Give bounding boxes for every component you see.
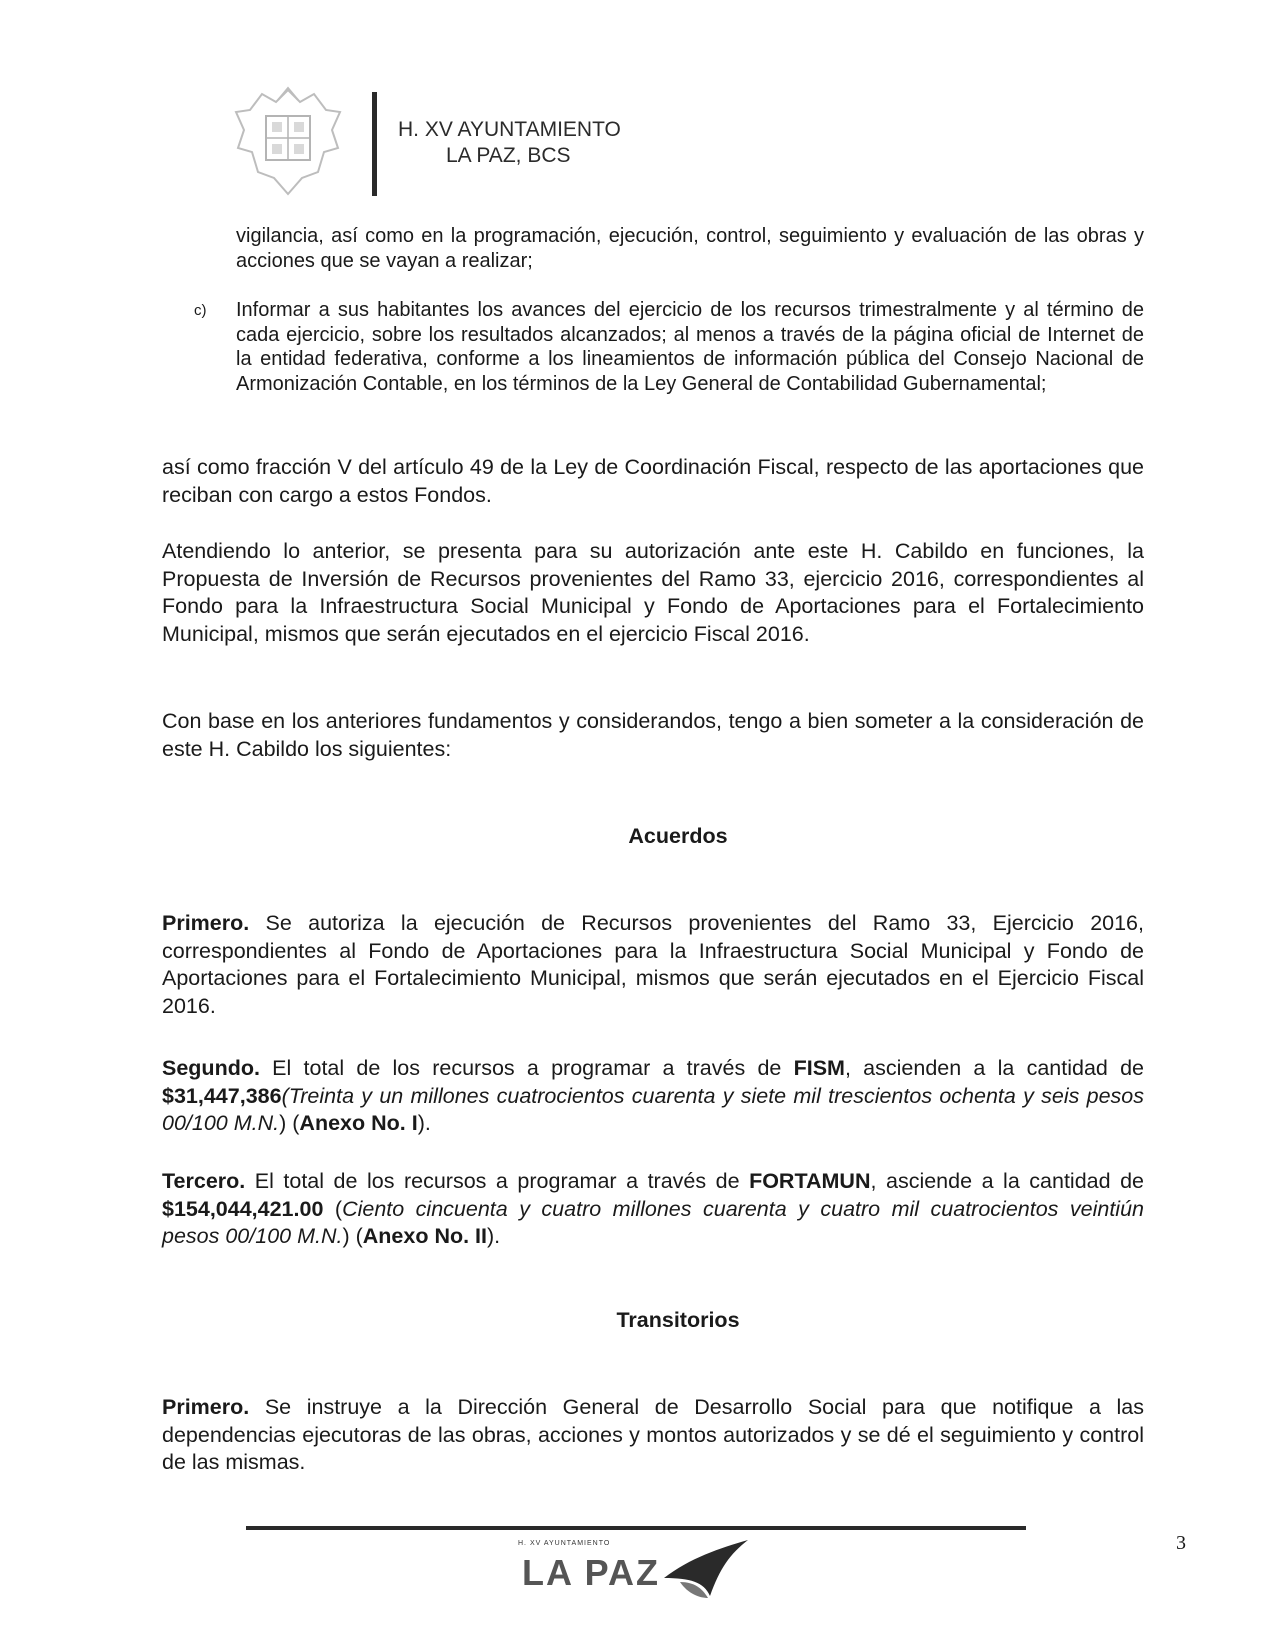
acuerdo-primero [162,910,1144,1020]
transitorios-heading: Transitorios [616,1308,740,1332]
fund-fortamun: FORTAMUN [749,1169,871,1193]
org-name: H. XV AYUNTAMIENTO [398,118,621,141]
org-city: LA PAZ, BCS [446,144,571,167]
acuerdo-segundo-text-4: ). [417,1111,431,1135]
acuerdo-segundo-text-2: , ascienden a la cantidad de [844,1056,1144,1080]
annex-ii: Anexo No. II [362,1224,487,1248]
footer-logo-text: LA PAZ [522,1552,660,1593]
transitorio-primero-text: Se instruye a la Dirección General de Desarrollo Social para que notifique a las dependencias ejecutoras de las obras, acciones y montos autorizados y se dé el seguimiento y control de las mismas. [162,1395,1144,1474]
acuerdo-tercero-text: El total de los recursos a programar a través de [245,1169,750,1193]
coat-of-arms-icon [228,82,348,200]
fund-fism: FISM [793,1056,845,1080]
acuerdo-tercero-text-3: ( [323,1196,343,1221]
acuerdo-tercero-text-2: , asciende a la cantidad de [870,1169,1145,1193]
list-item-c: Informar a sus habitantes los avances del ejercicio de los recursos trimestralmente y al término de cada ejercicio, sobre los resultados alcanzados; al menos a través de la página oficial de Internet de la entidad federativa, conforme a los lineamientos de información pública del Consejo Nacional de Armonización Contable, en los términos de la Ley General de Contabilidad Gubernamental; [236,299,1144,395]
amount-fism: $31,447,386 [162,1083,282,1108]
acuerdos-heading: Acuerdos [628,824,728,848]
acuerdo-tercero-text-4: ) ( [342,1224,363,1248]
list-marker-c: c) [194,302,207,319]
acuerdo-segundo [162,1055,1144,1138]
acuerdo-tercero-label: Tercero. [162,1169,246,1193]
paragraph-atendiendo: Atendiendo lo anterior, se presenta para su autorización ante este H. Cabildo en funciones, la Propuesta de Inversión de Recursos provenientes del Ramo 33, ejercicio 2016, correspondientes al Fondo para la Infraestructura Social Municipal y Fondo de Aportaciones para el Fortalecimiento Municipal, mismos que serán ejecutados en el ejercicio Fiscal 2016. [162,539,1144,646]
amount-fortamun: $154,044,421.00 [162,1196,324,1221]
acuerdo-segundo-text: El total de los recursos a programar a través de [259,1056,794,1080]
acuerdo-primero-label: Primero. [162,911,250,935]
amount-fortamun-words: Ciento cincuenta y cuatro millones cuarenta y cuatro mil cuatrocientos veintiún pesos 00/100 M.N. [162,1196,1144,1248]
transitorio-primero-label: Primero. [162,1395,250,1419]
header-divider [372,92,377,196]
transitorio-primero [162,1394,1144,1477]
amount-fism-words: (Treinta y un millones cuatrocientos cuarenta y siete mil trescientos ochenta y seis pesos 00/100 M.N. [162,1083,1144,1135]
paragraph-con-base: Con base en los anteriores fundamentos y considerandos, tengo a bien someter a la consideración de este H. Cabildo los siguientes: [162,709,1144,761]
page-number: 3 [1176,1532,1186,1554]
acuerdo-tercero [162,1168,1144,1251]
acuerdo-segundo-label: Segundo. [162,1056,260,1080]
swoosh-logo-icon [660,1538,750,1602]
paragraph-continuation: vigilancia, así como en la programación, ejecución, control, seguimiento y evaluación de las obras y acciones que se vayan a realizar; [236,225,1144,272]
acuerdo-primero-text: Se autoriza la ejecución de Recursos provenientes del Ramo 33, Ejercicio 2016, correspondientes al Fondo de Aportaciones para la Infraestructura Social Municipal y Fondo de Aportaciones para el Fortalecimiento Municipal, mismos que serán ejecutados en el Ejercicio Fiscal 2016. [162,911,1144,1018]
paragraph-fraccion: así como fracción V del artículo 49 de la Ley de Coordinación Fiscal, respecto de las aportaciones que reciban con cargo a estos Fondos. [162,455,1144,507]
footer-logo [518,1538,758,1604]
footer-rule [246,1526,1026,1530]
acuerdo-segundo-text-3: ) ( [279,1111,300,1135]
footer-logo-subtext: H. XV AYUNTAMIENTO [518,1540,611,1547]
acuerdo-tercero-text-5: ). [487,1224,501,1248]
annex-i: Anexo No. I [299,1111,418,1135]
